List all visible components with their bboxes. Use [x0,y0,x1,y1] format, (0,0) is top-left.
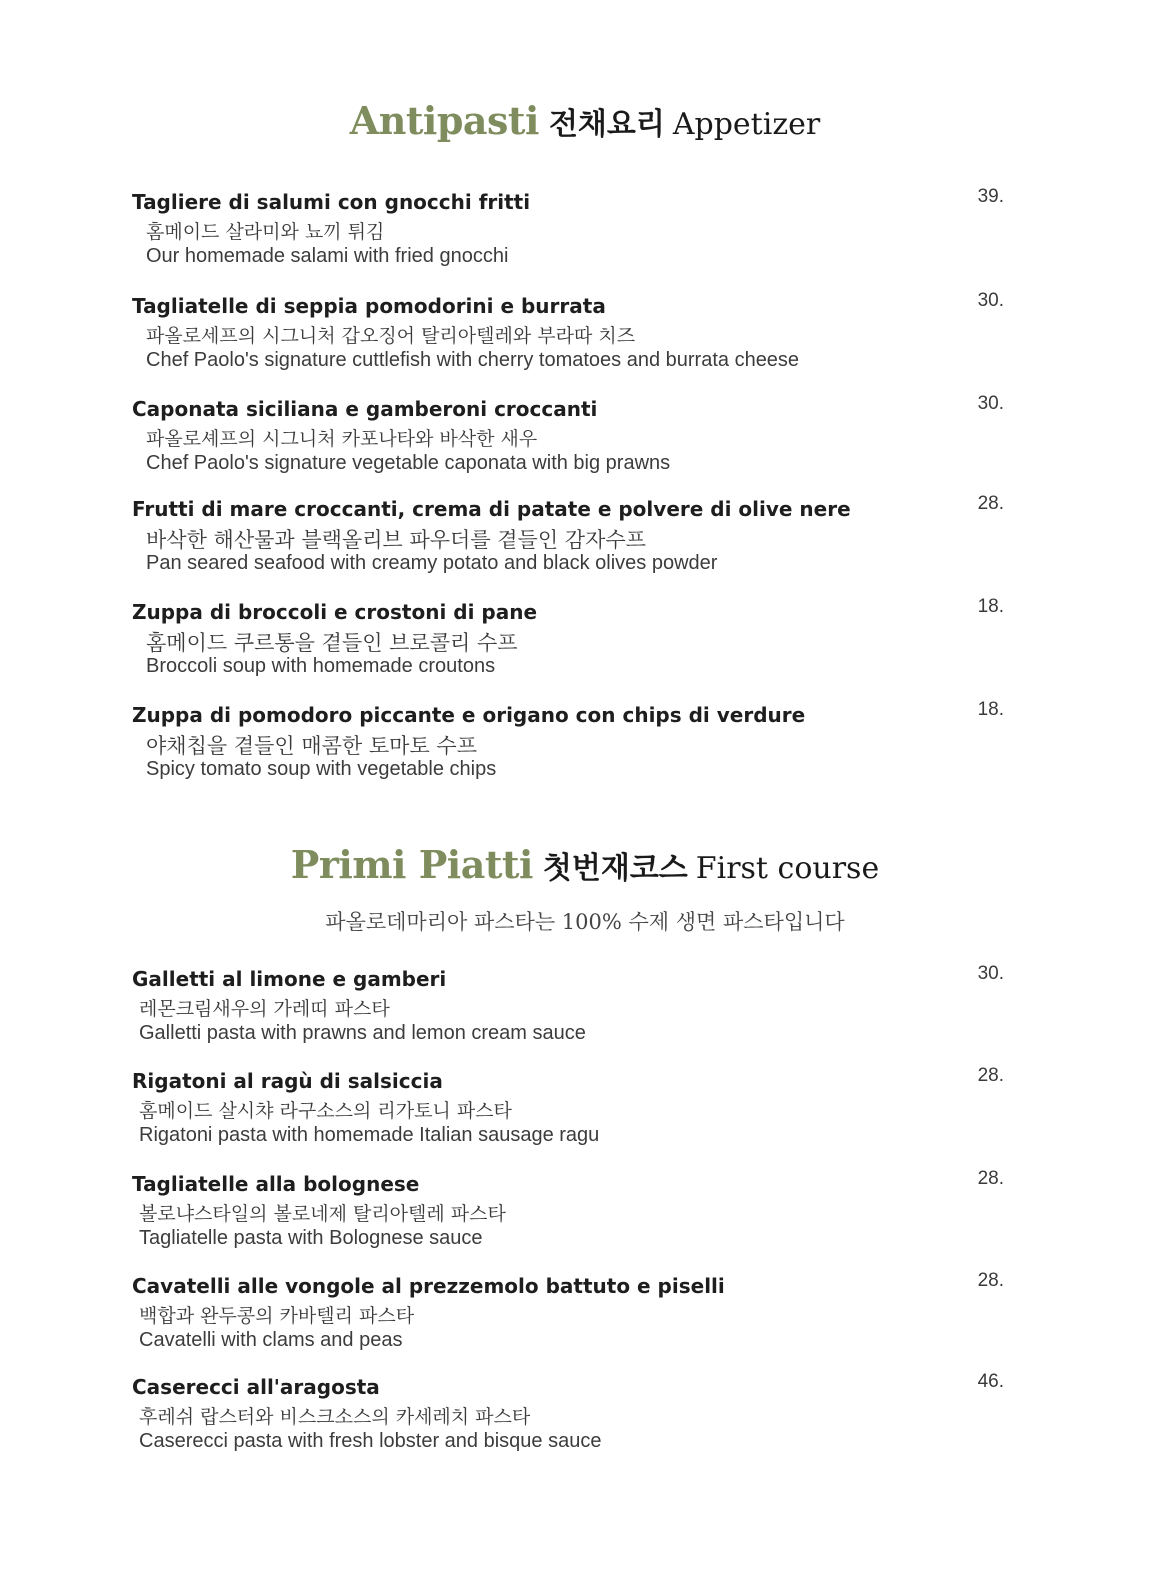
item-price: 18. [977,699,1004,720]
menu-item [132,186,1022,282]
item-name-italian: Cavatelli alle vongole al prezzemolo battuto e piselli [132,1274,725,1298]
item-name-korean: 백합과 완두콩의 카바텔리 파스타 [139,1305,415,1327]
menu-item [132,393,1022,489]
item-description-english: Rigatoni pasta with homemade Italian sausage ragu [139,1124,600,1146]
item-description-english: Chef Paolo's signature vegetable caponata with big prawns [146,452,671,474]
item-price: 28. [977,493,1004,514]
pasta-note: 파올로데마리아 파스타는 100% 수제 생면 파스타입니다 [325,910,845,934]
primi-heading [0,842,1170,887]
item-price: 30. [977,963,1004,984]
primi-title-italian: Primi Piatti [290,842,533,887]
antipasti-title-italian: Antipasti [349,98,539,143]
item-name-korean: 홈메이드 쿠르통을 곁들인 브로콜리 수프 [146,631,518,655]
item-description-english: Spicy tomato soup with vegetable chips [146,758,497,780]
item-name-korean: 야채칩을 곁들인 매콤한 토마토 수프 [146,734,477,758]
primi-title-korean: 첫번재코스 [542,851,688,886]
primi-title-english: First course [695,851,880,886]
menu-item [132,596,1022,692]
item-name-korean: 홈메이드 살시챠 라구소스의 리가토니 파스타 [139,1100,512,1122]
item-price: 18. [977,596,1004,617]
menu-item [132,963,1022,1059]
item-price: 39. [977,186,1004,207]
item-name-italian: Tagliere di salumi con gnocchi fritti [132,190,531,214]
menu-item [132,1065,1022,1161]
item-description-english: Our homemade salami with fried gnocchi [146,245,509,267]
item-name-korean: 볼로냐스타일의 볼로네제 탈리아텔레 파스타 [139,1203,506,1225]
menu-item [132,699,1022,795]
menu-item [132,290,1022,386]
menu-item [132,1371,1022,1467]
item-name-korean: 파올로셰프의 시그니처 카포나타와 바삭한 새우 [146,428,538,450]
item-description-english: Tagliatelle pasta with Bolognese sauce [139,1227,483,1249]
antipasti-heading [0,98,1170,143]
antipasti-title-korean: 전채요리 [548,107,665,142]
item-name-korean: 후레쉬 랍스터와 비스크소스의 카세레치 파스타 [139,1406,531,1428]
item-description-english: Galletti pasta with prawns and lemon cream sauce [139,1022,586,1044]
item-price: 30. [977,290,1004,311]
item-name-korean: 레몬크림새우의 가레띠 파스타 [139,998,390,1020]
item-description-english: Chef Paolo's signature cuttlefish with cherry tomatoes and burrata cheese [146,349,800,371]
item-description-english: Pan seared seafood with creamy potato and black olives powder [146,552,718,574]
item-name-korean: 바삭한 해산물과 블랙올리브 파우더를 곁들인 감자수프 [146,528,646,552]
menu-item [132,1168,1022,1264]
item-name-italian: Zuppa di broccoli e crostoni di pane [132,600,538,624]
item-description-english: Caserecci pasta with fresh lobster and bisque sauce [139,1430,602,1452]
item-price: 28. [977,1168,1004,1189]
item-name-korean: 홈메이드 살라미와 뇨끼 튀김 [146,221,385,243]
antipasti-title-english: Appetizer [672,107,821,142]
item-name-italian: Zuppa di pomodoro piccante e origano con chips di verdure [132,703,806,727]
item-name-italian: Caponata siciliana e gamberoni croccanti [132,397,598,421]
item-price: 28. [977,1065,1004,1086]
item-name-italian: Rigatoni al ragù di salsiccia [132,1069,443,1093]
item-price: 28. [977,1270,1004,1291]
item-description-english: Cavatelli with clams and peas [139,1329,403,1351]
item-name-italian: Tagliatelle di seppia pomodorini e burrata [132,294,606,318]
item-name-italian: Caserecci all'aragosta [132,1375,380,1399]
menu-item [132,493,1022,589]
item-description-english: Broccoli soup with homemade croutons [146,655,496,677]
item-name-italian: Tagliatelle alla bolognese [132,1172,420,1196]
item-price: 46. [977,1371,1004,1392]
item-name-italian: Frutti di mare croccanti, crema di patate e polvere di olive nere [132,497,851,521]
item-name-italian: Galletti al limone e gamberi [132,967,447,991]
item-name-korean: 파올로세프의 시그니처 갑오징어 탈리아텔레와 부라따 치즈 [146,325,636,347]
item-price: 30. [977,393,1004,414]
menu-item [132,1270,1022,1366]
